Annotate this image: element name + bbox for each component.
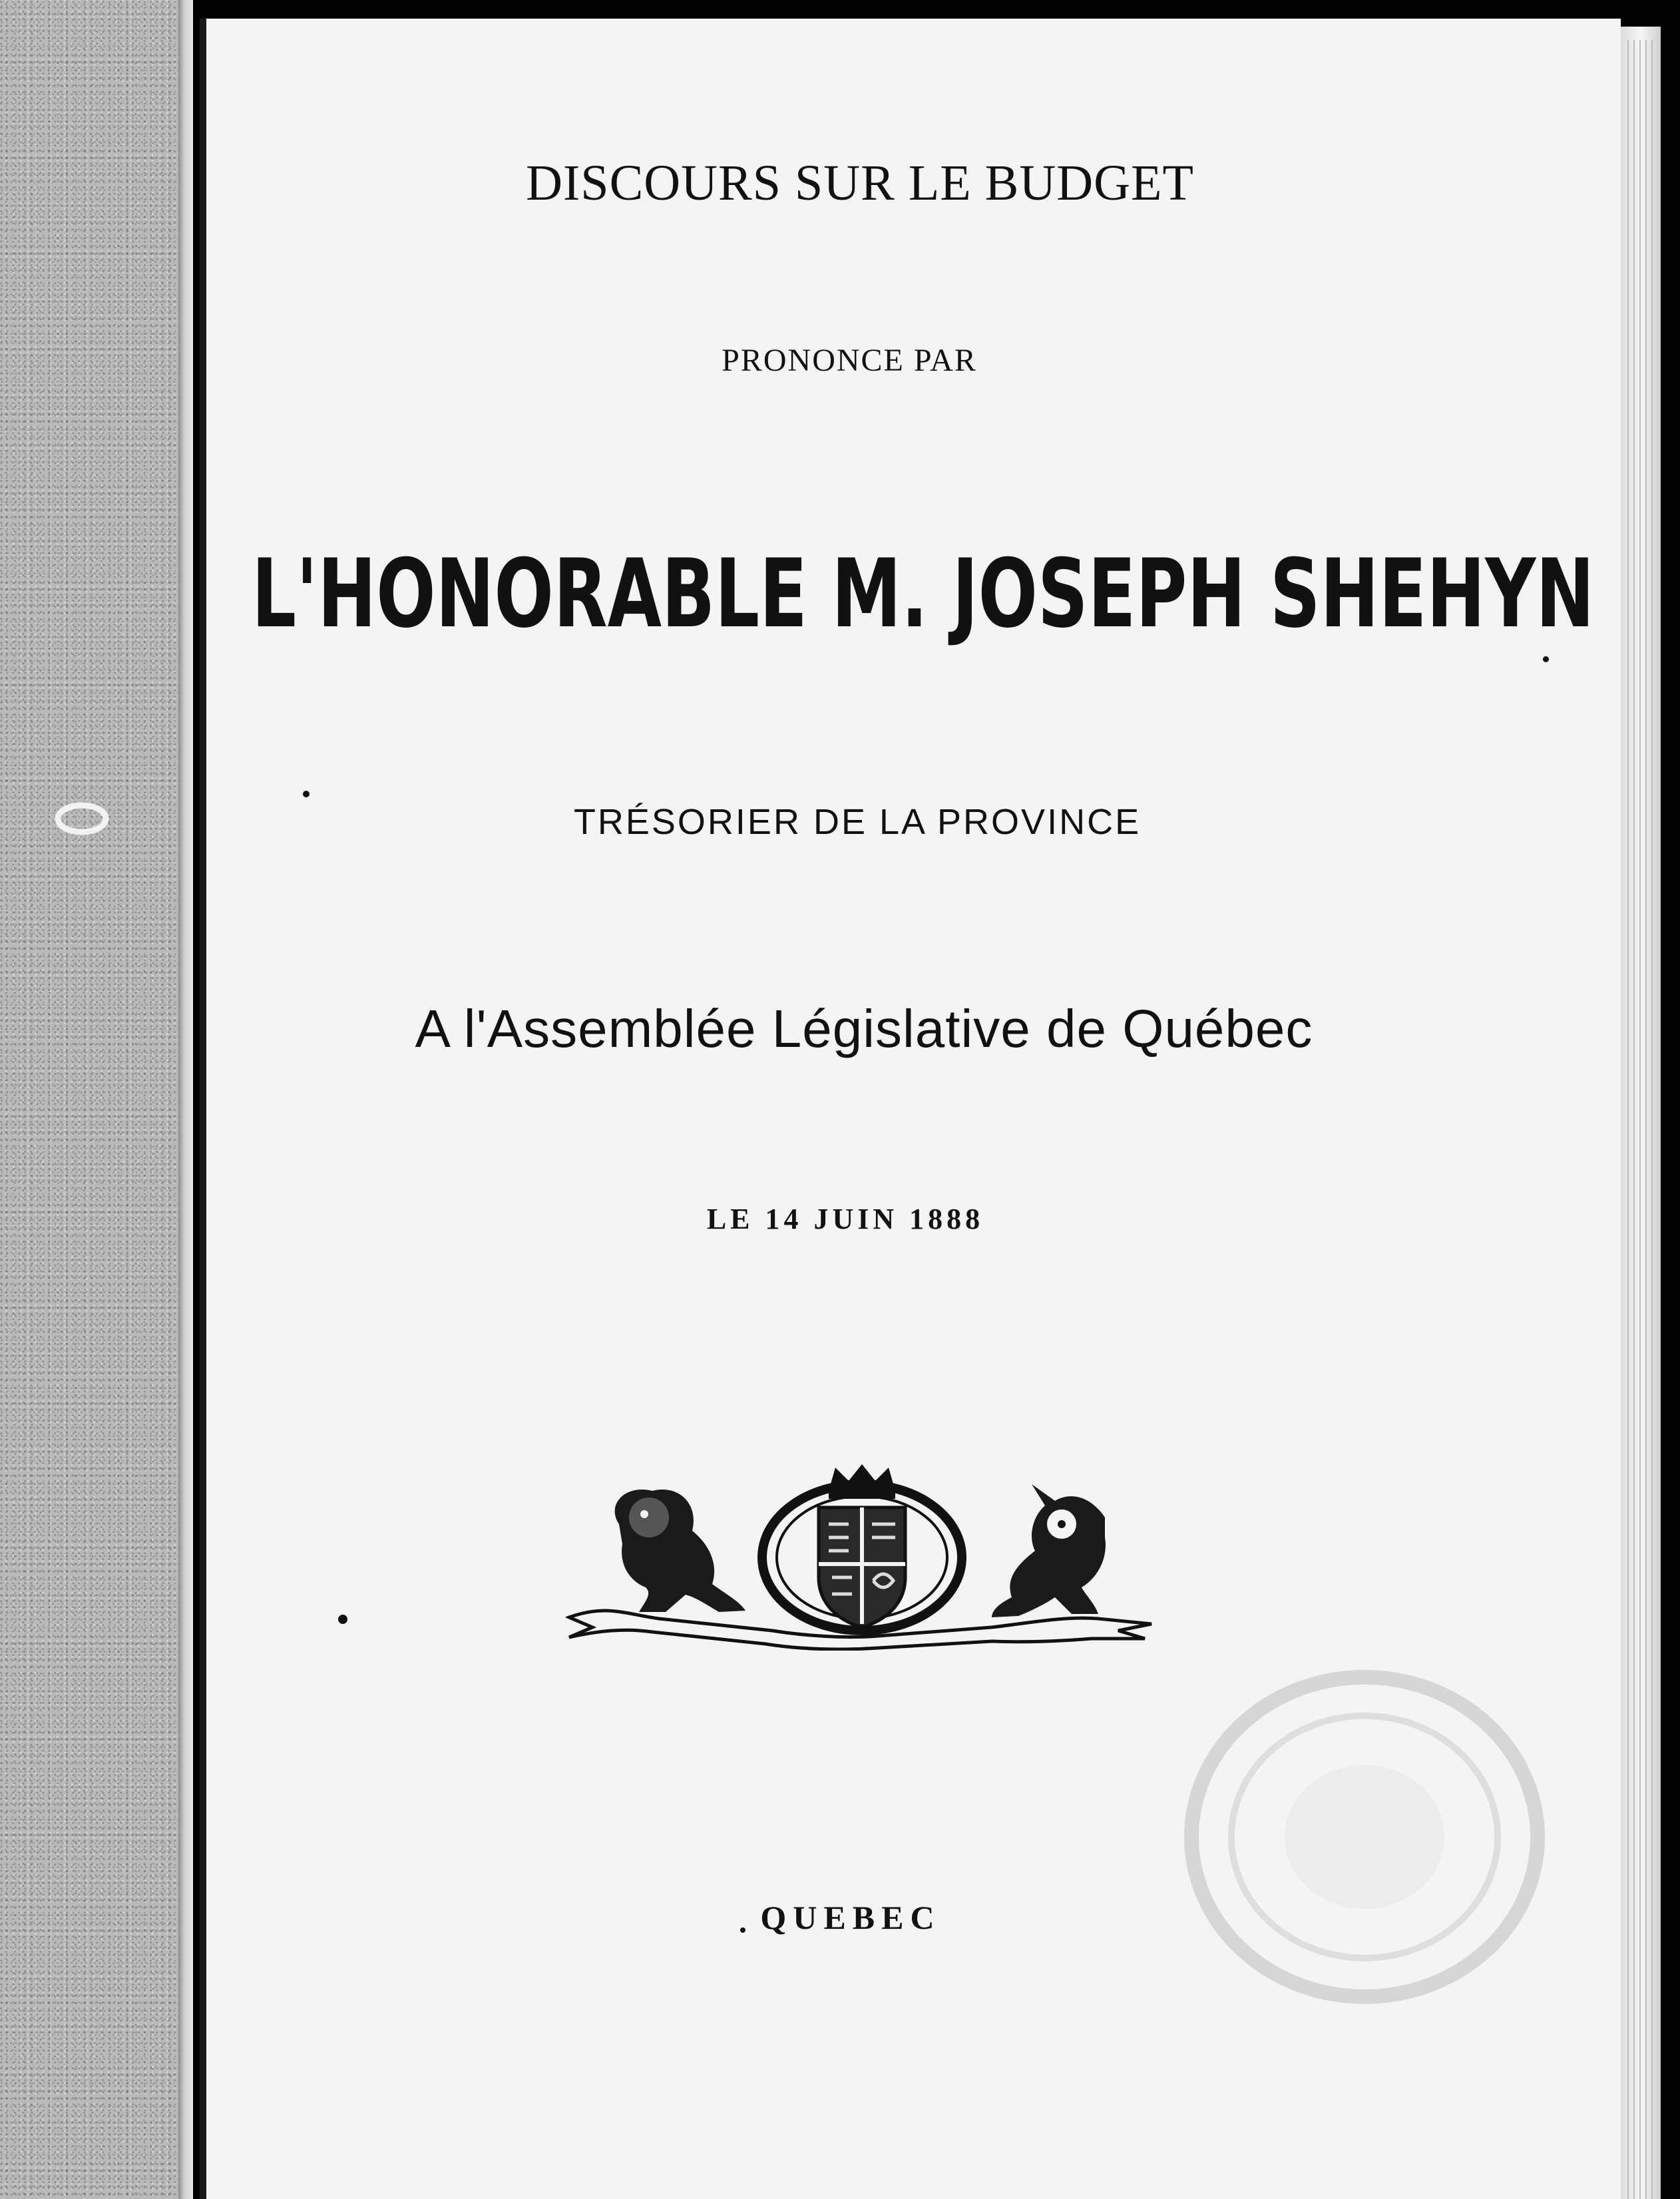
speaker-office: TRÉSORIER DE LA PROVINCE [573,802,1142,842]
document-subtitle: PRONONCE PAR [722,343,977,378]
ink-speck [303,791,310,797]
document-title: DISCOURS SUR LE BUDGET [526,155,1194,211]
cover-board [0,0,178,2199]
royal-coat-of-arms-image [566,1464,1158,1651]
ink-speck [338,1615,347,1624]
ink-speck [740,1927,745,1933]
board-edge [178,0,193,2199]
speaker-name: L'HONORABLE M. JOSEPH SHEHYN [252,539,1595,649]
imprint-city: QUEBEC [760,1899,941,1936]
speech-date: LE 14 JUIN 1888 [706,1203,984,1235]
venue-line: A l'Assemblée Législative de Québec [415,999,1313,1058]
ink-speck [1543,656,1549,662]
library-stamp [1178,1664,1551,2010]
